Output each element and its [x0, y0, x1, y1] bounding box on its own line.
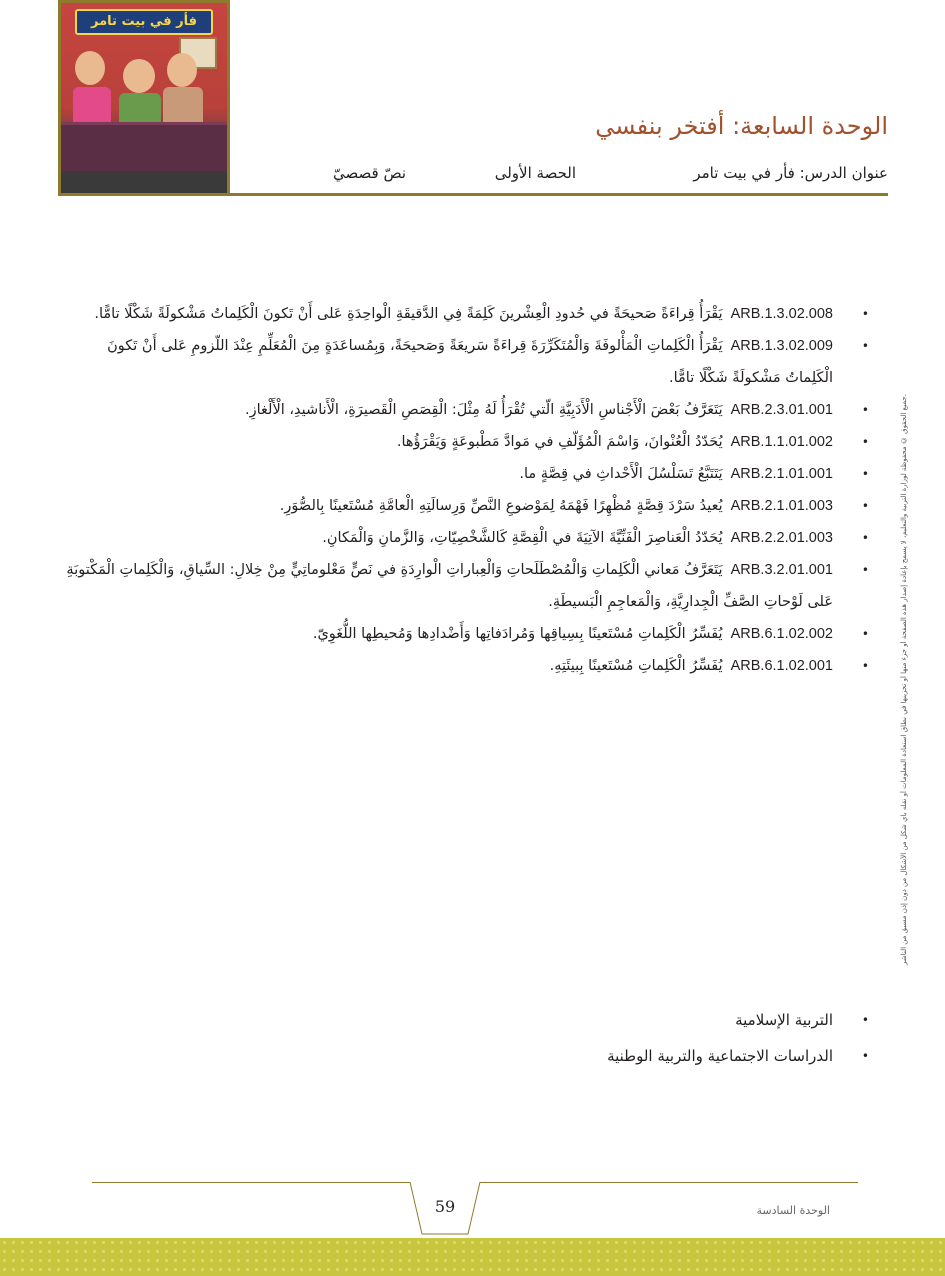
learning-outcomes-list — [55, 298, 877, 682]
outcome-code: ARB.3.2.01.001 — [730, 562, 833, 578]
outcome-code: ARB.2.1.01.001 — [730, 466, 833, 482]
outcome-text: يُحَدّدُ الْعَناصِرَ الْفَنِّيَّةَ الآتِيَةَ في الْقِصَّةِ كَالشَّخْصِيّاتِ، وَالزَّمانِ وَالْمَكانِ. — [322, 530, 723, 546]
outcome-text: يَتَعَرَّفُ مَعاني الْكَلِماتِ وَالْمُصْطَلَحاتِ وَالْعِباراتِ الْوارِدَةِ في نَصٍّ مَعْلوماتِيٍّ مِنْ خِلالِ: السِّياقِ، وَالْكَلِماتِ الْمَكْتوبَةِ عَلى لَوْحاتِ الصَّفِّ الْجِدارِيَّةِ، وَالْمَعاجِمِ الْبَسيطَةِ. — [66, 562, 833, 610]
text-type-label: نصّ قصصيّ — [332, 164, 406, 182]
footer-rule-right — [480, 1182, 858, 1183]
outcome-code: ARB.6.1.02.001 — [730, 658, 833, 674]
lesson-info-row — [240, 164, 888, 188]
outcome-text: يُفَسِّرُ الْكَلِماتِ مُسْتَعينًا بِبيئَتِهِ. — [549, 658, 723, 674]
footer-unit-label: الوحدة السادسة — [756, 1204, 830, 1217]
outcome-text: يَقْرَأُ قِراءَةً صَحيحَةً في حُدودِ الْعِشْرينَ كَلِمَةً فِي الدَّقيقَةِ الْواحِدَةِ عَلى أَنْ تَكونَ الْكَلِماتُ مَشْكولَةً شَكْلًا تامًّا. — [94, 306, 723, 322]
linked-subjects-list — [55, 1002, 877, 1074]
outcome-item — [55, 298, 877, 330]
footer-decorative-band — [0, 1238, 945, 1276]
header-divider — [58, 193, 888, 196]
outcome-text: يَتَتَبَّعُ تَسَلْسُلَ الْأَحْداثِ في قِصَّةٍ ما. — [519, 466, 723, 482]
subject-item: • الدراسات الاجتماعية والتربية الوطنية — [55, 1038, 877, 1074]
session-label: الحصة الأولى — [494, 164, 576, 182]
outcome-code: ARB.2.2.01.003 — [730, 530, 833, 546]
outcome-text: يُعيدُ سَرْدَ قِصَّةٍ مُظْهِرًا فَهْمَهُ لِمَوْضوعِ النَّصِّ وَرِسالَتِهِ الْعامَّةِ مُسْتَعينًا بِالصُّوَرِ. — [279, 498, 723, 514]
footer-rule-left — [92, 1182, 410, 1183]
outcome-item — [55, 394, 877, 426]
outcome-item — [55, 522, 877, 554]
outcome-text: يَقْرَأُ الْكَلِماتِ الْمَأْلوفَةَ وَالْمُتَكَرِّرَةَ قِراءَةً سَريعَةً وَصَحيحَةً، وَبِمُساعَدَةٍ مِنَ الْمُعَلِّمِ عِنْدَ اللّزومِ عَلى أَنْ تَكونَ الْكَلِماتُ مَشْكولَةً شَكْلًا تامًّا. — [107, 338, 833, 386]
subject-item: • التربية الإسلامية — [55, 1002, 877, 1038]
copyright-note: جميع الحقوق © محفوظة لوزارة التربية والتعليم، لا يسمح بإعادة إصدار هذه الصفحة أو جزء منها أو تخزينها في نطاق استعادة المعلومات أو نقله بأي شكل من الأشكال من دون إذن مسبق من الناشر. — [900, 394, 908, 966]
page-number: 59 — [434, 1197, 456, 1216]
outcome-code: ARB.1.3.02.008 — [730, 306, 833, 322]
outcome-item — [55, 426, 877, 458]
outcome-item — [55, 330, 877, 394]
outcome-code: ARB.1.1.01.002 — [730, 434, 833, 450]
outcome-code: ARB.2.1.01.003 — [730, 498, 833, 514]
outcome-item — [55, 458, 877, 490]
outcome-item — [55, 490, 877, 522]
outcome-code: ARB.2.3.01.001 — [730, 402, 833, 418]
outcome-text: يَتَعَرَّفُ بَعْضَ الْأَجْناسِ الْأَدَبِيَّةِ الّتي تُقْرَأُ لَهُ مِثْلَ: الْقِصَصِ الْقَصيرَةِ، الْأَناشيدِ، الْأَلْغازِ. — [245, 402, 723, 418]
unit-title: الوحدة السابعة: أفتخر بنفسي — [595, 112, 888, 140]
outcome-code: ARB.6.1.02.002 — [730, 626, 833, 642]
outcome-item — [55, 650, 877, 682]
lesson-cover-image — [58, 0, 230, 196]
outcome-item — [55, 618, 877, 650]
outcome-item — [55, 554, 877, 618]
lesson-title: عنوان الدرس: فأر في بيت تامر — [693, 164, 888, 182]
outcome-text: يُفَسِّرُ الْكَلِماتِ مُسْتَعينًا بِسِياقِها وَمُرادَفاتِها وَأَضْدادِها وَمُحيطِها اللُّغَوِيّ. — [312, 626, 723, 642]
cover-title: فأر في بيت تامر — [75, 9, 213, 35]
outcome-code: ARB.1.3.02.009 — [730, 338, 833, 354]
outcome-text: يُحَدّدُ الْعُنْوانَ، وَاسْمَ الْمُؤَلّفِ في مَوادَّ مَطْبوعَةٍ وَيَقْرَؤُها. — [396, 434, 723, 450]
